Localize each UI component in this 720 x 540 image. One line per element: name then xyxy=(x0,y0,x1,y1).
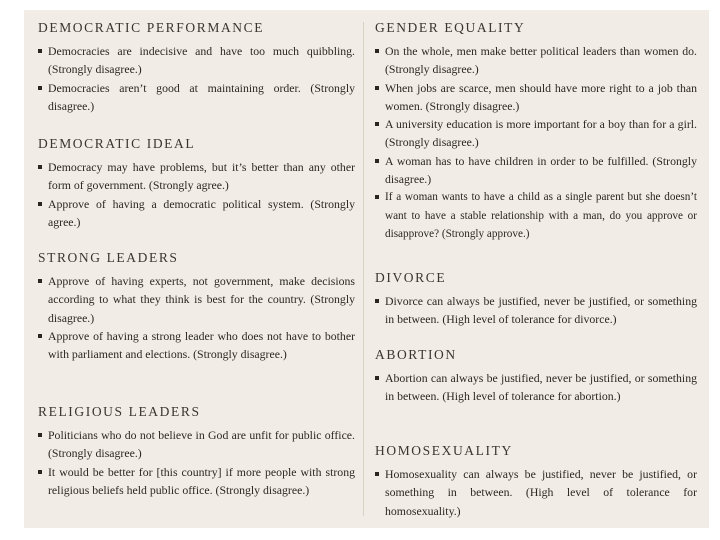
list-item: On the whole, men make better political leaders than women do. (Strongly disagree.) xyxy=(375,42,697,79)
section-heading: ABORTION xyxy=(375,347,457,362)
bullet-list xyxy=(375,42,697,243)
section-heading: STRONG LEADERS xyxy=(38,250,179,265)
bullet-list xyxy=(38,158,355,231)
bullet-list xyxy=(38,272,355,363)
section-heading: HOMOSEXUALITY xyxy=(375,443,513,458)
list-item: Divorce can always be justified, never be justified, or something in between. (High level of tolerance for divorce.) xyxy=(375,292,697,329)
list-item: It would be better for [this country] if more people with strong religious beliefs held public office. (Strongly disagree.) xyxy=(38,463,355,500)
section-democratic-ideal xyxy=(38,136,355,231)
bullet-list xyxy=(38,426,355,499)
list-item: If a woman wants to have a child as a single parent but she doesn’t want to have a stable relationship with a man, do you approve or disapprove? (Strongly approve.) xyxy=(375,188,697,243)
list-item: A university education is more important for a boy than for a girl. (Strongly disagree.) xyxy=(375,115,697,152)
section-strong-leaders xyxy=(38,250,355,363)
section-divorce xyxy=(375,270,697,329)
section-heading: RELIGIOUS LEADERS xyxy=(38,404,201,419)
section-religious-leaders xyxy=(38,404,355,499)
section-heading: GENDER EQUALITY xyxy=(375,20,526,35)
section-heading: DEMOCRATIC PERFORMANCE xyxy=(38,20,265,35)
section-gender-equality xyxy=(375,20,697,243)
section-heading: DEMOCRATIC IDEAL xyxy=(38,136,196,151)
list-item: When jobs are scarce, men should have more right to a job than women. (Strongly disagree.) xyxy=(375,79,697,116)
list-item: Democracy may have problems, but it’s better than any other form of government. (Strongly agree.) xyxy=(38,158,355,195)
bullet-list xyxy=(375,369,697,406)
list-item: Democracies are indecisive and have too much quibbling. (Strongly disagree.) xyxy=(38,42,355,79)
section-democratic-performance xyxy=(38,20,355,115)
bullet-list xyxy=(38,42,355,115)
list-item: A woman has to have children in order to be fulfilled. (Strongly disagree.) xyxy=(375,152,697,189)
column-divider xyxy=(363,22,364,516)
list-item: Approve of having experts, not government, make decisions according to what they think is best for the country. (Strongly disagree.) xyxy=(38,272,355,327)
list-item: Politicians who do not believe in God are unfit for public office. (Strongly disagree.) xyxy=(38,426,355,463)
bullet-list xyxy=(375,465,697,520)
list-item: Approve of having a democratic political system. (Strongly agree.) xyxy=(38,195,355,232)
section-heading: DIVORCE xyxy=(375,270,447,285)
list-item: Homosexuality can always be justified, never be justified, or something in between. (High level of tolerance for homosexuality.) xyxy=(375,465,697,520)
list-item: Approve of having a strong leader who does not have to bother with parliament and elections. (Strongly disagree.) xyxy=(38,327,355,364)
list-item: Abortion can always be justified, never be justified, or something in between. (High level of tolerance for abortion.) xyxy=(375,369,697,406)
list-item: Democracies aren’t good at maintaining order. (Strongly disagree.) xyxy=(38,79,355,116)
attitudes-panel xyxy=(24,10,709,528)
section-abortion xyxy=(375,347,697,406)
bullet-list xyxy=(375,292,697,329)
section-homosexuality xyxy=(375,443,697,520)
